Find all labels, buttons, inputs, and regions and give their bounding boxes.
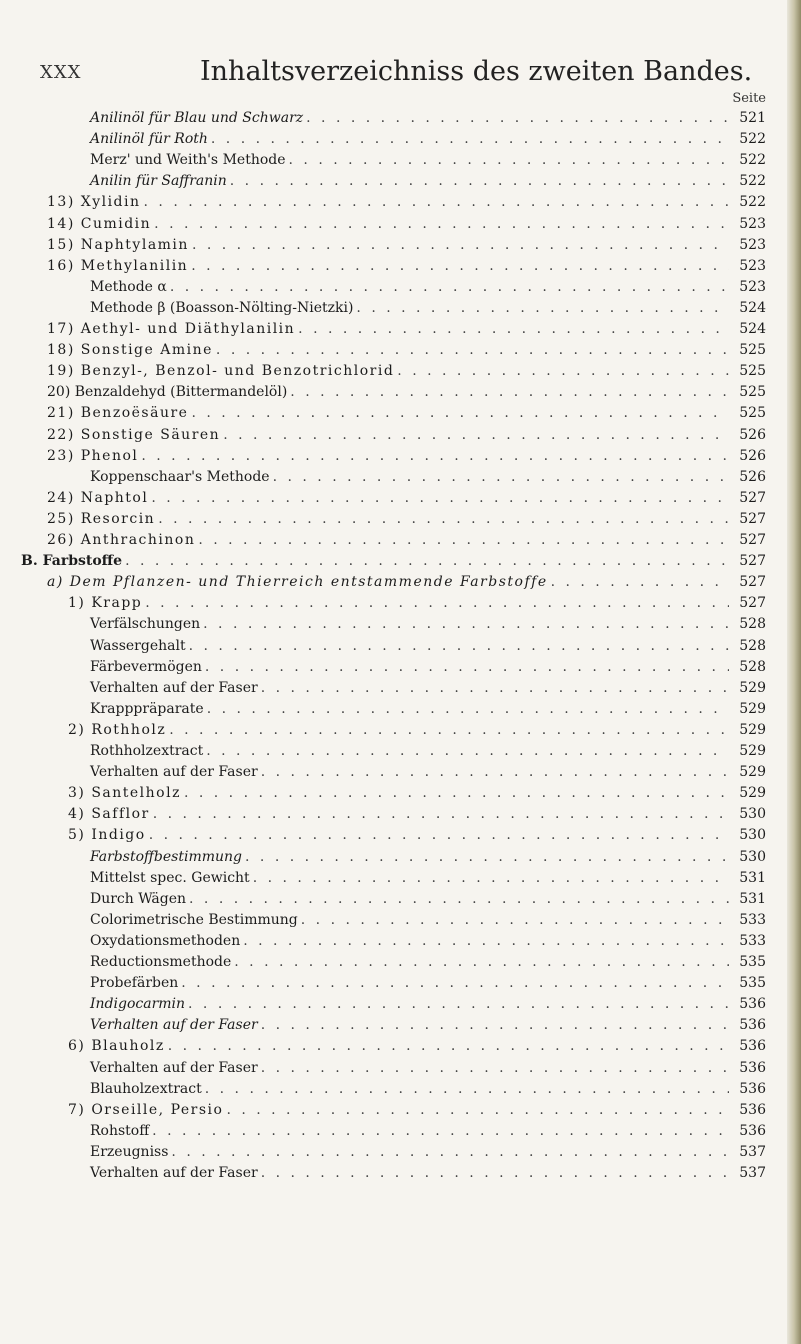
toc-entry-title: Erzeugniss: [90, 1143, 169, 1160]
toc-entry: [47, 340, 766, 361]
toc-entry-page: 528: [739, 616, 766, 633]
dot-leader: [301, 910, 729, 931]
toc-entry: [68, 1036, 766, 1057]
toc-entry-page: 525: [739, 342, 766, 359]
toc-entry-page: 526: [739, 468, 766, 485]
toc-entry: [68, 1100, 766, 1121]
toc-entry: [47, 425, 766, 446]
toc-entry-page: 523: [739, 215, 766, 232]
toc-entry-page: 525: [739, 384, 766, 401]
toc-entry-title: 26) Anthrachinon: [47, 532, 196, 548]
dot-leader: [171, 1142, 729, 1163]
toc-entry-title: Anilinöl für Blau und Schwarz: [90, 110, 304, 126]
dot-leader: [306, 108, 729, 129]
toc-entry-title: Mittelst spec. Gewicht: [90, 869, 250, 886]
dot-leader: [192, 235, 729, 256]
toc-entry: [90, 277, 766, 298]
toc-entry-title: 25) Resorcin: [47, 510, 156, 527]
toc-entry: [90, 298, 766, 319]
dot-leader: [203, 614, 729, 635]
dot-leader: [189, 636, 729, 657]
toc-entry-title: 13) Xylidin: [47, 194, 141, 211]
dot-leader: [356, 298, 729, 319]
dot-leader: [261, 1015, 729, 1036]
toc-entry: [90, 973, 766, 994]
toc-entry-title: Verhalten auf der Faser: [90, 1059, 258, 1076]
running-title: Inhaltsverzeichniss des zweiten Bandes.: [200, 56, 753, 87]
page-number: XXX: [40, 62, 82, 83]
dot-leader: [261, 1163, 729, 1184]
dot-leader: [261, 1058, 729, 1079]
toc-entry: [47, 214, 766, 235]
toc-entry: [90, 762, 766, 783]
toc-entry: [47, 509, 766, 530]
dot-leader: [153, 804, 729, 825]
toc-entry-title: Merz' und Weith's Methode: [90, 152, 286, 169]
toc-entry-page: 529: [739, 743, 766, 759]
toc-entry-title: Färbevermögen: [90, 658, 202, 675]
dot-leader: [205, 1079, 729, 1100]
dot-leader: [245, 847, 729, 868]
dot-leader: [226, 1100, 729, 1121]
toc-entry-page: 527: [739, 532, 766, 548]
toc-entry-title: Methode α: [90, 278, 167, 295]
toc-entry: [90, 847, 766, 868]
dot-leader: [198, 530, 729, 551]
toc-entry: [90, 741, 766, 762]
toc-entry: [90, 467, 766, 488]
dot-leader: [169, 720, 729, 741]
toc-entry-page: 523: [739, 236, 766, 253]
toc-entry-page: 530: [739, 806, 766, 823]
dot-leader: [152, 1121, 729, 1142]
toc-entry-title: a) Dem Pflanzen- und Thierreich entstammende Farbstoffe: [47, 574, 548, 591]
toc-entry: [68, 783, 766, 804]
toc-entry-title: Blauholzextract: [90, 1080, 202, 1097]
toc-entry-page: 535: [739, 954, 766, 970]
toc-entry-title: 7) Orseille, Persio: [68, 1101, 224, 1118]
toc-entry: [90, 1079, 766, 1100]
toc-entry: [90, 129, 766, 150]
toc-entry-title: 23) Phenol: [47, 447, 139, 464]
toc-entry-title: 15) Naphtylamin: [47, 236, 189, 253]
dot-leader: [184, 783, 729, 804]
dot-leader: [149, 825, 729, 846]
toc-entry-page: 527: [739, 553, 766, 570]
dot-leader: [141, 446, 729, 467]
toc-entry-page: 524: [739, 299, 766, 316]
toc-entry-page: 530: [739, 848, 766, 865]
dot-leader: [298, 319, 729, 340]
toc-entry-page: 524: [739, 321, 766, 337]
dot-leader: [397, 361, 729, 382]
toc-entry-page: 536: [739, 1101, 766, 1118]
toc-entry-title: 24) Naphtol: [47, 489, 149, 506]
toc-entry-title: Farbstoffbestimmung: [90, 848, 243, 865]
toc-entry: [90, 657, 766, 678]
toc-entry-title: 5) Indigo: [68, 827, 146, 844]
toc-entry-page: 536: [739, 1059, 766, 1076]
dot-leader: [170, 277, 729, 298]
toc-entry: [90, 952, 766, 973]
toc-entry-title: 17) Aethyl- und Diäthylanilin: [47, 321, 296, 337]
dot-leader: [290, 382, 729, 403]
toc-entry-page: 527: [739, 574, 766, 591]
toc-entry: [90, 868, 766, 889]
toc-entry-page: 528: [739, 658, 766, 675]
dot-leader: [151, 488, 729, 509]
toc-entry-page: 529: [739, 700, 766, 717]
toc-entry-title: B. Farbstoffe: [21, 553, 123, 570]
toc-entry-title: 6) Blauholz: [68, 1038, 165, 1055]
dot-leader: [243, 931, 729, 952]
toc-entry: [47, 192, 766, 213]
toc-entry-title: Verhalten auf der Faser: [90, 679, 258, 696]
toc-entry: [90, 636, 766, 657]
toc-entry-page: 523: [739, 278, 766, 295]
toc-entry-title: 2) Rothholz: [68, 721, 167, 738]
toc-entry-title: Anilin für Saffranin: [90, 173, 227, 190]
toc-entry: [90, 1058, 766, 1079]
toc-entry-title: Koppenschaar's Methode: [90, 468, 270, 485]
toc-entry-page: 525: [739, 405, 766, 422]
toc-entry: [90, 931, 766, 952]
toc-entry: [90, 614, 766, 635]
toc-entry: [47, 256, 766, 277]
dot-leader: [191, 403, 729, 424]
toc-entry-page: 527: [739, 489, 766, 506]
toc-entry: [90, 1142, 766, 1163]
dot-leader: [551, 572, 729, 593]
toc-entry-title: Methode β (Boasson-Nölting-Nietzki): [90, 299, 354, 316]
toc-entry-title: 22) Sonstige Säuren: [47, 426, 221, 443]
toc-entry-page: 533: [739, 911, 766, 928]
toc-entry: [47, 361, 766, 382]
toc-entry-title: Verhalten auf der Faser: [90, 764, 258, 781]
toc-entry-page: 523: [739, 257, 766, 274]
toc-entry-page: 530: [739, 827, 766, 844]
toc-entry-page: 526: [739, 447, 766, 464]
toc-entry-title: Wassergehalt: [90, 637, 186, 654]
dot-leader: [181, 973, 729, 994]
toc-entry: [47, 403, 766, 424]
page-edge: [787, 0, 801, 1344]
toc-entry: [90, 699, 766, 720]
toc-entry: [68, 804, 766, 825]
toc-entry-page: 529: [739, 679, 766, 696]
toc-entry-title: Probefärben: [90, 975, 179, 992]
seite-column-label: Seite: [732, 91, 766, 106]
toc-entry: [90, 150, 766, 171]
toc-entry-page: 531: [739, 869, 766, 886]
dot-leader: [188, 994, 729, 1015]
toc-entry: [47, 488, 766, 509]
dot-leader: [211, 129, 729, 150]
toc-entry-page: 527: [739, 510, 766, 527]
toc-entry-title: Rohstoff: [90, 1122, 150, 1139]
dot-leader: [205, 657, 729, 678]
toc-entry-title: Indigocarmin: [90, 996, 186, 1013]
running-header: [40, 56, 760, 96]
toc-entry-title: 3) Santelholz: [68, 785, 181, 802]
toc-entry-page: 528: [739, 637, 766, 654]
toc-entry: [47, 530, 766, 551]
dot-leader: [253, 868, 729, 889]
toc-entry: [90, 1163, 766, 1184]
dot-leader: [289, 150, 729, 171]
toc-entry-title: Anilinöl für Roth: [90, 131, 208, 148]
toc-entry: [47, 382, 766, 403]
toc-entry-title: 4) Safflor: [68, 806, 150, 823]
dot-leader: [168, 1036, 729, 1057]
toc-entry-page: 527: [739, 595, 766, 612]
toc-entry-title: Verhalten auf der Faser: [90, 1017, 258, 1034]
toc-entry-title: Colorimetrische Bestimmung: [90, 911, 298, 928]
toc-entry: [90, 171, 766, 192]
toc-entry-page: 529: [739, 721, 766, 738]
dot-leader: [206, 741, 729, 762]
toc-entry-title: Oxydationsmethoden: [90, 932, 241, 949]
toc-entry-page: 521: [739, 110, 766, 126]
toc-entry-title: 21) Benzoësäure: [47, 405, 189, 422]
dot-leader: [230, 171, 729, 192]
dot-leader: [234, 952, 729, 973]
dot-leader: [191, 256, 729, 277]
toc-entry-page: 536: [739, 1080, 766, 1097]
toc-entry: [68, 825, 766, 846]
dot-leader: [273, 467, 729, 488]
toc-entry: [68, 593, 766, 614]
toc-entry: [90, 994, 766, 1015]
toc-entry-title: 18) Sonstige Amine: [47, 342, 213, 359]
toc-entry-page: 537: [739, 1165, 766, 1181]
toc-entry-title: 14) Cumidin: [47, 215, 152, 232]
toc-entry-page: 526: [739, 426, 766, 443]
toc-entry: [21, 551, 766, 572]
toc-entry-title: 19) Benzyl-, Benzol- und Benzotrichlorid: [47, 363, 395, 380]
dot-leader: [158, 509, 729, 530]
toc-entry-page: 522: [739, 152, 766, 169]
toc-entry-title: Rothholzextract: [90, 743, 204, 759]
toc-entry: [90, 910, 766, 931]
toc-entry-page: 522: [739, 173, 766, 190]
toc-entry-page: 522: [739, 131, 766, 148]
dot-leader: [144, 192, 729, 213]
toc-entry-page: 536: [739, 1038, 766, 1055]
toc-entry-title: Durch Wägen: [90, 890, 187, 907]
toc-entry: [90, 1121, 766, 1142]
toc-entry-title: 16) Methylanilin: [47, 257, 189, 274]
toc-entry-page: 529: [739, 785, 766, 802]
toc-entry: [90, 889, 766, 910]
dot-leader: [125, 551, 729, 572]
toc-entry-page: 536: [739, 996, 766, 1013]
toc-entry: [90, 1015, 766, 1036]
toc-entry-title: Verhalten auf der Faser: [90, 1165, 258, 1181]
dot-leader: [154, 214, 729, 235]
toc-entry-title: 1) Krapp: [68, 595, 143, 612]
toc-entry-title: 20) Benzaldehyd (Bittermandelöl): [47, 384, 288, 401]
toc-entry-title: Verfälschungen: [90, 616, 201, 633]
toc-entry: [90, 678, 766, 699]
dot-leader: [261, 678, 729, 699]
toc-entry-page: 525: [739, 363, 766, 380]
toc-entry: [47, 446, 766, 467]
dot-leader: [189, 889, 729, 910]
toc-entry-page: 536: [739, 1122, 766, 1139]
toc-entry-page: 537: [739, 1143, 766, 1160]
dot-leader: [216, 340, 729, 361]
toc-entry-page: 531: [739, 890, 766, 907]
toc-entry: [90, 108, 766, 129]
toc-entry: [68, 720, 766, 741]
toc-entry-page: 529: [739, 764, 766, 781]
toc-entry: [47, 319, 766, 340]
toc-entry-page: 522: [739, 194, 766, 211]
toc-entry-page: 533: [739, 932, 766, 949]
dot-leader: [261, 762, 729, 783]
toc-entry: [47, 572, 766, 593]
toc-entry-page: 536: [739, 1017, 766, 1034]
toc-entry-title: Krapppräparate: [90, 700, 204, 717]
toc-entry: [47, 235, 766, 256]
toc-entry-title: Reductionsmethode: [90, 954, 232, 970]
dot-leader: [207, 699, 729, 720]
toc-entry-page: 535: [739, 975, 766, 992]
dot-leader: [223, 425, 729, 446]
dot-leader: [145, 593, 729, 614]
